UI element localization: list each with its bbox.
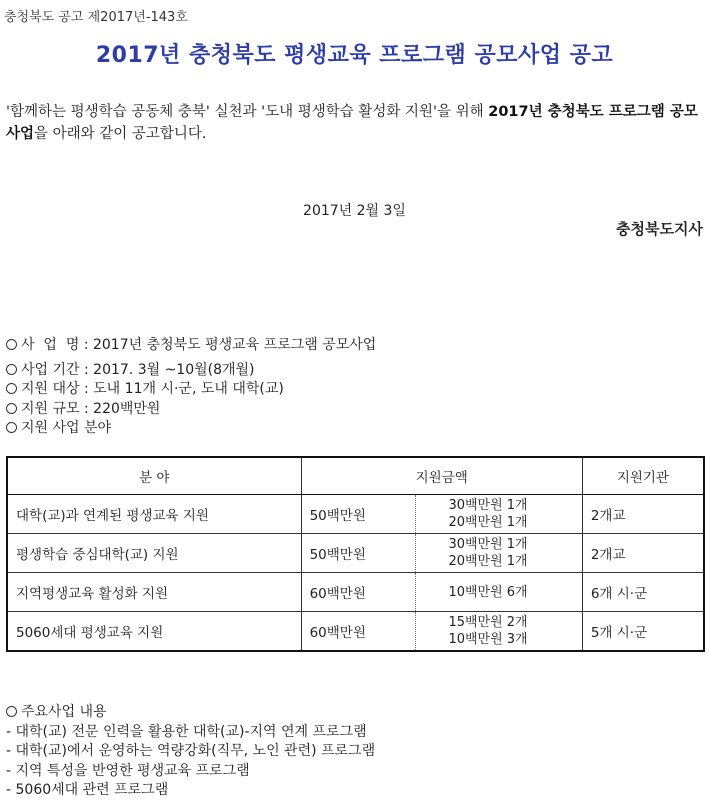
total-amount-cell: 60백만원 — [301, 573, 416, 612]
intro-text-end: 을 아래와 같이 공고합니다. — [34, 126, 207, 142]
header-field: 분 야 — [7, 457, 301, 495]
notice-date: 2017년 2월 3일 — [303, 203, 406, 219]
list-item: - 대학(교) 전문 인력을 활용한 대학(교)-지역 연계 프로그램 — [6, 723, 367, 740]
org-cell: 2개교 — [582, 495, 704, 534]
field-cell: 대학(교)과 연계된 평생교육 지원 — [7, 495, 301, 534]
table-row — [7, 612, 704, 652]
field-cell: 5060세대 평생교육 지원 — [7, 612, 301, 652]
field-cell: 지역평생교육 활성화 지원 — [7, 573, 301, 612]
org-cell: 2개교 — [582, 534, 704, 573]
org-cell: 5개 시·군 — [582, 612, 704, 652]
split-amount-cell: 15백만원 2개 10백만원 3개 — [416, 612, 583, 652]
table-row — [7, 534, 704, 573]
total-amount-cell: 50백만원 — [301, 495, 416, 534]
circle-bullet-icon — [6, 383, 17, 394]
info-list — [6, 336, 376, 439]
total-amount-cell: 60백만원 — [301, 612, 416, 652]
total-amount-cell: 50백만원 — [301, 534, 416, 573]
table-row — [7, 573, 704, 612]
circle-bullet-icon — [6, 403, 17, 414]
list-item: - 대학(교)에서 운영하는 역량강화(직무, 노인 관련) 프로그램 — [6, 743, 376, 759]
circle-bullet-icon — [6, 422, 17, 433]
header-org: 지원기관 — [582, 457, 704, 495]
intro-bold-text: 2017년 충청북도 프로그램 공모사업 — [6, 104, 698, 142]
info-item: 지원 규모 : 220백만원 — [6, 400, 376, 420]
split-amount-cell: 30백만원 1개 20백만원 1개 — [416, 534, 583, 573]
header-amount: 지원금액 — [301, 457, 582, 495]
circle-bullet-icon — [6, 339, 17, 350]
split-amount-cell: 30백만원 1개 20백만원 1개 — [416, 495, 583, 534]
circle-bullet-icon — [6, 364, 17, 375]
info-item: 지원 대상 : 도내 11개 시·군, 도내 대학(교) — [6, 380, 376, 400]
page-title: 2017년 충청북도 평생교육 프로그램 공모사업 공고 — [95, 43, 614, 68]
intro-text: '함께하는 평생학습 공동체 충북' 실천과 '도내 평생학습 활성화 지원'을 위해 — [6, 104, 489, 120]
notice-number: 충청북도 공고 제2017년-143호 — [4, 10, 188, 25]
main-business-section — [6, 703, 375, 801]
info-item: 지원 사업 분야 — [6, 419, 376, 439]
circle-bullet-icon — [6, 706, 17, 717]
list-item: - 5060세대 관련 프로그램 — [6, 782, 169, 798]
table-row — [7, 495, 704, 534]
list-item: - 지역 특성을 반영한 평생교육 프로그램 — [6, 762, 250, 779]
main-business-heading: 주요사업 내용 — [6, 703, 375, 723]
field-cell: 평생학습 중심대학(교) 지원 — [7, 534, 301, 573]
issuer: 충청북도지사 — [616, 220, 703, 238]
split-amount-cell: 10백만원 6개 — [416, 573, 583, 612]
info-item: 사업 기간 : 2017. 3월 ~10월(8개월) — [6, 361, 376, 381]
table-header-row — [7, 457, 704, 495]
org-cell: 6개 시·군 — [582, 573, 704, 612]
support-table — [6, 456, 705, 652]
info-item: 사 업 명 : 2017년 충청북도 평생교육 프로그램 공모사업 — [6, 336, 376, 356]
intro-paragraph — [6, 101, 706, 145]
